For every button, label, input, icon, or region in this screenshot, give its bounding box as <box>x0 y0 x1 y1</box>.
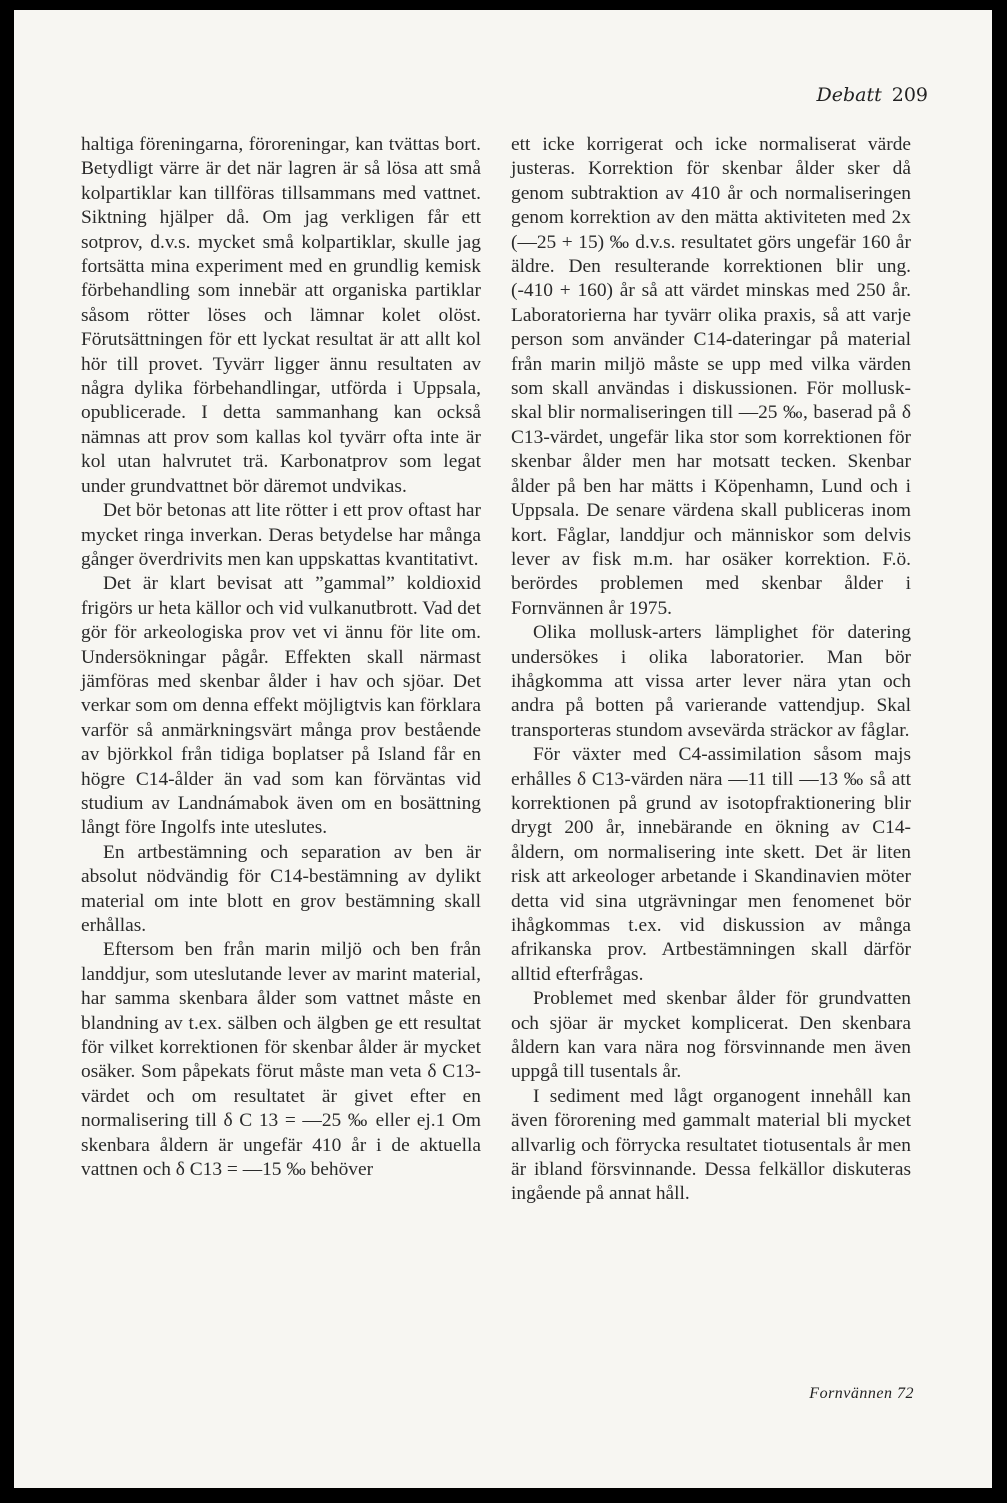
paragraph: Problemet med skenbar ålder för grundvatten och sjöar är mycket komplicerat. Den skenbara åldern kan vara nära nog försvinnande men även uppgå till tusentals år. <box>511 988 911 1083</box>
left-column <box>81 133 481 1182</box>
running-footer: Fornvännen 72 <box>809 1385 914 1402</box>
page-number: 209 <box>891 84 928 106</box>
right-column <box>511 133 911 1207</box>
document-page <box>14 10 992 1488</box>
paragraph: Olika mollusk-arters lämplighet för datering undersökes i olika laboratorier. Man bör ihågkomma att vissa arter lever nära ytan och andra på botten på varierande vattendjup. Skal transporteras stundom avsevärda sträckor av fåglar. <box>511 622 911 741</box>
paragraph: haltiga föreningarna, föroreningar, kan tvättas bort. Betydligt värre är det när lagren är så lösa att små kolpartiklar kan tillföras tillsammans med vattnet. Siktning hjälper då. Om jag verkligen får ett sotprov, d.v.s. mycket små kolpartiklar, skulle jag fortsätta mina experiment med en grundlig kemisk förbehandling som innebär att organiska partiklar såsom rötter löses och lämnar kolet olöst. Förutsättningen för ett lyckat resultat är att allt kol hör till provet. Tyvärr ligger ännu resultaten av några dylika förbehandlingar, utförda i Uppsala, opublicerade. I detta sammanhang kan också nämnas att prov som kallas kol tyvärr ofta inte är kol utan halvrutet trä. Karbonatprov som legat under grundvattnet bör däremot undvikas. <box>81 134 481 497</box>
paragraph: En artbestämning och separation av ben är absolut nödvändig för C14-bestämning av dylikt material om inte blott en grov bestämning skall erhållas. <box>81 841 481 936</box>
paragraph: Det bör betonas att lite rötter i ett prov oftast har mycket ringa inverkan. Deras betydelse har många gånger överdrivits men kan uppskattas kvantitativt. <box>81 500 481 570</box>
running-header <box>816 84 928 106</box>
paragraph: För växter med C4-assimilation såsom majs erhålles δ C13-värden nära —11 till —13 ‰ så att korrektionen på grund av isotopfraktionering blir drygt 200 år, innebärande en ökning av C14-åldern, om normalisering inte skett. Det är liten risk att arkeologer arbetande i Skandinavien möter detta vid sina utgrävningar men fenomenet bör ihågkommas t.ex. vid diskussion av många afrikanska prov. Artbestämningen skall därför alltid efterfrågas. <box>511 744 911 985</box>
paragraph: ett icke korrigerat och icke normaliserat värde justeras. Korrektion för skenbar ålder sker då genom subtraktion av 410 år och normaliseringen genom korrektion av den mätta aktiviteten med 2x (—25 + 15) ‰ d.v.s. resultatet görs ungefär 160 år äldre. Den resulterande korrektionen blir ung. (-410 + 160) år så att värdet minskas med 250 år. Laboratorierna har tyvärr olika praxis, så att varje person som använder C14-dateringar på material från marin miljö måste se upp med vilka värden som skall användas i diskussionen. För mollusk-skal blir normaliseringen till —25 ‰, baserad på δ C13-värdet, ungefär lika stor som korrektionen för skenbar ålder men har motsatt tecken. Skenbar ålder på ben har mätts i Köpenhamn, Lund och i Uppsala. De senare värdena skall publiceras inom kort. Fåglar, landdjur och människor som delvis lever av fisk m.m. har osäker korrektion. F.ö. berördes problemen med skenbar ålder i Fornvännen år 1975. <box>511 134 911 619</box>
paragraph: Det är klart bevisat att ”gammal” koldioxid frigörs ur heta källor och vid vulkanutbrott. Vad det gör för arkeologiska prov vet vi ännu för lite om. Undersökningar pågår. Effekten skall närmast jämföras med skenbar ålder i hav och sjöar. Det verkar som om denna effekt möjligtvis kan förklara varför så anmärkningsvärt många prov bestående av björkkol från tidiga boplatser på Island får en högre C14-ålder än vad som kan förväntas vid studium av Landnámabok även om en bosättning långt före Ingolfs inte uteslutes. <box>81 573 481 839</box>
paragraph: I sediment med lågt organogent innehåll kan även förorening med gammalt material bli mycket allvarlig och förrycka resultatet tiotusentals år men är ibland försvinnande. Dessa felkällor diskuteras ingående på annat håll. <box>511 1085 911 1205</box>
section-title: Debatt <box>816 84 882 106</box>
paragraph: Eftersom ben från marin miljö och ben från landdjur, som uteslutande lever av marint material, har samma skenbara ålder som vattnet måste en blandning av t.ex. sälben och älgben ge ett resultat för vilket korrektionen för skenbar ålder är mycket osäker. Som påpekats förut måste man veta δ C13-värdet och om resultatet är givet efter en normalisering till δ C 13 = —25 ‰ eller ej.1 Om skenbara åldern är ungefär 410 år i de aktuella vattnen och δ C13 = —15 ‰ behöver <box>81 939 481 1181</box>
